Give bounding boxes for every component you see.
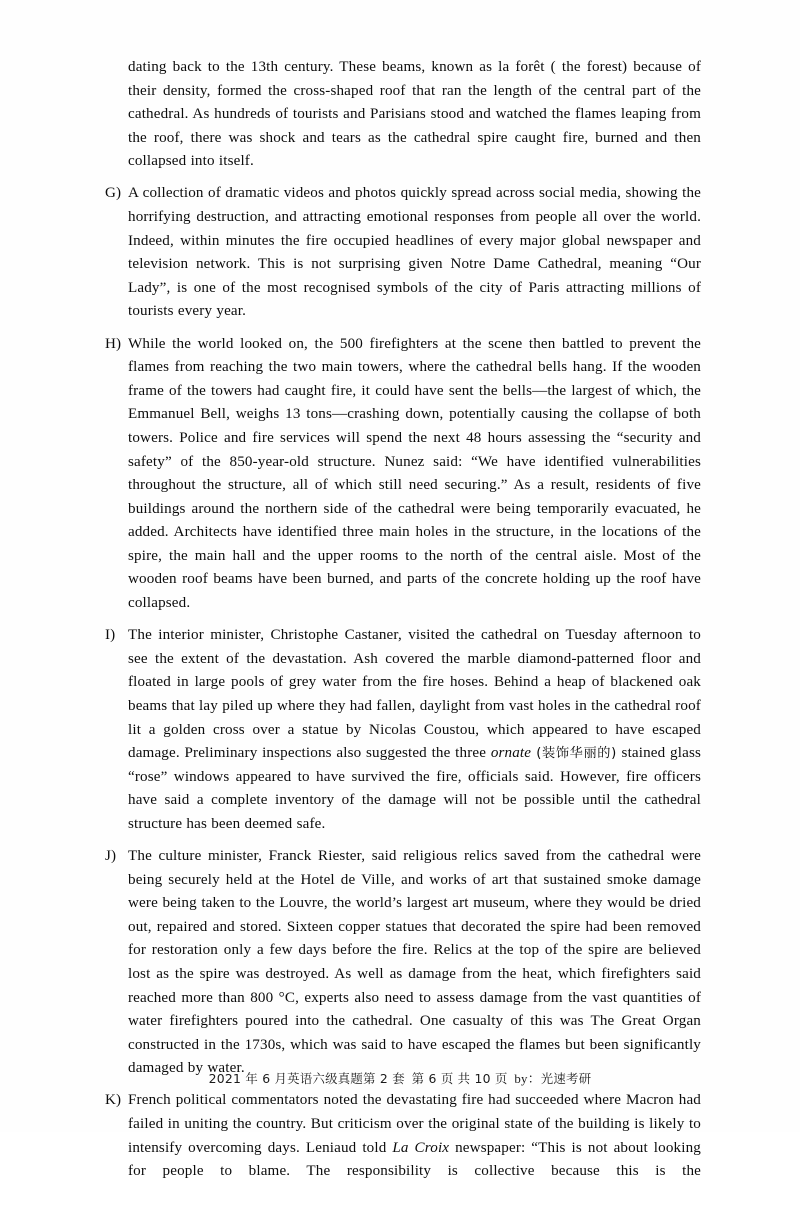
paragraph-text-h (128, 333, 701, 616)
paragraph-text-main: dating back to the 13th century. These beams, known as la forêt ( the forest) because of their density, formed the cross-shaped roof that ran the length of the central part of the cathedral. As hundreds of tourists and Parisians stood and watched the flames leaping from the roof, there was shock and tears as the cathedral spire caught fire, burned and then collapsed into itself. (128, 59, 701, 170)
paragraph-h (105, 333, 701, 616)
paragraph-k-part1: French political commentators noted the devastating fire had succeeded where Macron had failed in uniting the country. But criticism over the original state of the building is likely to intensify overcoming days. Leniaud told (128, 1092, 701, 1156)
footer-credit-label: by： (514, 1072, 541, 1086)
paragraph-label-g: G) (105, 185, 122, 202)
paragraph-h-main: While the world looked on, the 500 firefighters at the scene then battled to prevent the flames from reaching the two main towers, where the cathedral bells hang. If the wooden frame of the towers had caught fire, it could have sent the bells—the largest of which, the Emmanuel Bell, weighs 13 tons—crashing down, potentially causing the collapse of both towers. Police and fire services will spend the next 48 hours assessing the “security and safety” of the 850-year-old structure. Nunez said: “We have identified vulnerabilities throughout the structure, all of which still need securing.” As a result, residents of five buildings around the northern side of the cathedral were being temporarily evacuated, he added. Architects have identified three main holes in the structure, in the locations of the spire, the main hall and the upper rooms to the north of the central aisle. Most of the wooden roof beams have been burned, and parts of the concrete holding up the roof have collapsed. (128, 335, 701, 612)
footer-page-marker: 第 6 页 共 10 页 (411, 1071, 508, 1086)
passage-content (105, 56, 701, 1216)
page-footer (0, 1070, 800, 1088)
paragraph-i-part1: The interior minister, Christophe Castaner, visited the cathedral on Tuesday afternoon to see the extent of the devastation. Ash covered the marble diamond-patterned floor and floated in large pools of grey water from the fire hoses. Behind a heap of blackened oak beams that lay piled up where they had fallen, daylight from vast holes in the cathedral roof lit a golden cross over a statue by Nicolas Coustou, which appeared to have escaped damage. Preliminary inspections also suggested the three (128, 627, 701, 762)
paragraph-i (105, 624, 701, 836)
footer-exam-info: 2021 年 6 月英语六级真题第 2 套 (208, 1071, 405, 1086)
paragraph-g-main: A collection of dramatic videos and photos quickly spread across social media, showing the horrifying destruction, and attracting emotional responses from people all over the world. Indeed, within minutes the fire occupied headlines of every major global newspaper and television network. This is not surprising given Notre Dame Cathedral, meaning “Our Lady”, is one of the most recognised symbols of the city of Paris attracting millions of tourists every year. (128, 185, 701, 320)
paragraph-text-g (128, 182, 701, 324)
paragraph-continuation (105, 56, 701, 174)
paragraph-text-k (128, 1089, 701, 1207)
italic-title-la-croix: La Croix (392, 1139, 450, 1156)
paragraph-j (105, 845, 701, 1081)
paragraph-label-k: K) (105, 1092, 122, 1109)
paragraph-g (105, 182, 701, 324)
paragraph-text-i (128, 624, 701, 836)
paragraph-text-j (128, 845, 701, 1081)
paragraph-k (105, 1089, 701, 1207)
paragraph-label-h: H) (105, 335, 122, 352)
chinese-gloss-ornate: (装饰华丽的) (531, 746, 622, 762)
italic-term-ornate: ornate (490, 745, 532, 762)
paragraph-label-j: J) (105, 848, 117, 864)
paragraph-k-part2: newspaper: “This is not about looking for people to blame. The responsibility is collective because this is the (128, 1139, 701, 1180)
footer-credit-name: 光速考研 (540, 1071, 592, 1086)
paragraph-text (128, 56, 701, 174)
paragraph-j-main: The culture minister, Franck Riester, said religious relics saved from the cathedral were being securely held at the Hotel de Ville, and works of art that sustained smoke damage were being taken to the Louvre, the world’s largest art museum, where they would be dried out, repaired and stored. Sixteen copper statues that decorated the spire had been removed for restoration only a few days before the fire. Relics at the top of the spire are believed lost as the spire was destroyed. As well as damage from the heat, which firefighters said reached more than 800 °C, experts also need to assess damage from the vast quantities of water firefighters poured into the cathedral. One casualty of this was The Great Organ constructed in the 1730s, which was said to have escaped the flames but been significantly damaged by water. (128, 848, 701, 1077)
paragraph-i-part2: stained glass “rose” windows appeared to have survived the fire, officials said. However, fire officers have said a complete inventory of the damage will not be possible until the cathedral structure has been deemed safe. (128, 745, 702, 832)
paragraph-label-i: I) (105, 627, 116, 644)
